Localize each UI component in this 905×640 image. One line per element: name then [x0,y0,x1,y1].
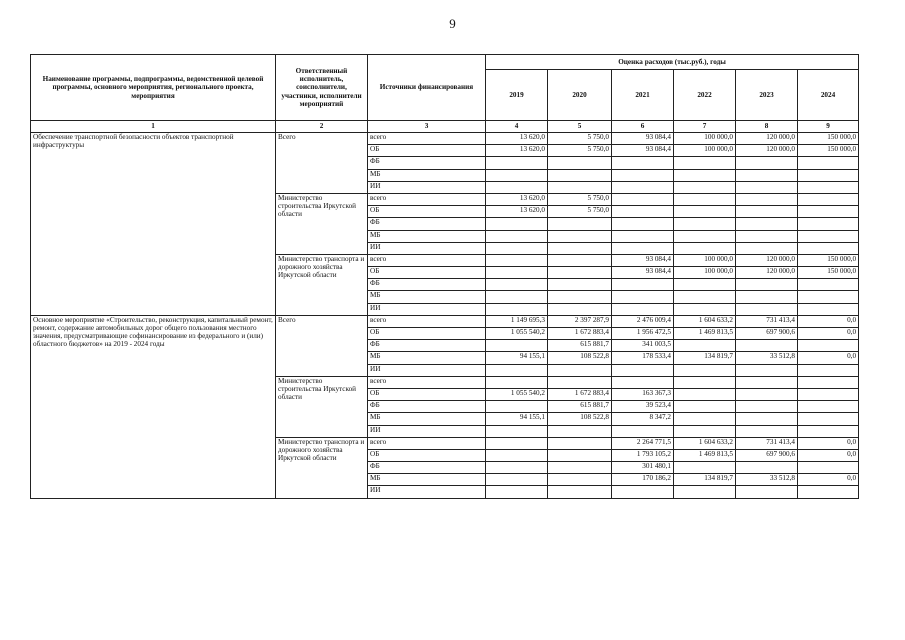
amount-cell [486,291,548,303]
header-year: 2019 [486,70,548,121]
amount-cell [674,279,736,291]
amount-cell [548,303,612,315]
amount-cell [674,376,736,388]
funding-source-cell: ОБ [368,449,486,461]
amount-cell [486,303,548,315]
amount-cell [798,206,859,218]
amount-cell: 13 620,0 [486,206,548,218]
amount-cell [548,376,612,388]
amount-cell: 1 672 883,4 [548,388,612,400]
amount-cell [486,254,548,266]
amount-cell [612,218,674,230]
amount-cell [486,425,548,437]
amount-cell: 731 413,4 [736,315,798,327]
amount-cell: 1 956 472,5 [612,328,674,340]
amount-cell: 0,0 [798,449,859,461]
amount-cell [548,169,612,181]
funding-source-cell: всего [368,254,486,266]
amount-cell [798,157,859,169]
page-number: 9 [449,16,456,31]
amount-cell [674,413,736,425]
funding-source-cell: ИИ [368,486,486,498]
amount-cell [548,267,612,279]
amount-cell [736,181,798,193]
amount-cell [798,181,859,193]
amount-cell: 1 469 813,5 [674,328,736,340]
amount-cell [486,364,548,376]
amount-cell [486,279,548,291]
amount-cell [612,425,674,437]
amount-cell [798,364,859,376]
amount-cell [612,242,674,254]
amount-cell: 33 512,8 [736,352,798,364]
amount-cell: 615 881,7 [548,401,612,413]
funding-source-cell: МБ [368,230,486,242]
amount-cell [612,279,674,291]
funding-source-cell: ИИ [368,181,486,193]
amount-cell: 731 413,4 [736,437,798,449]
amount-cell [674,486,736,498]
amount-cell [674,169,736,181]
amount-cell [798,340,859,352]
amount-cell: 120 000,0 [736,254,798,266]
amount-cell: 0,0 [798,474,859,486]
amount-cell [736,462,798,474]
funding-source-cell: ОБ [368,328,486,340]
amount-cell [612,230,674,242]
header-year: 2024 [798,70,859,121]
amount-cell [736,242,798,254]
amount-cell [612,364,674,376]
amount-cell [736,413,798,425]
amount-cell: 120 000,0 [736,133,798,145]
amount-cell [674,388,736,400]
amount-cell [548,242,612,254]
amount-cell: 13 620,0 [486,133,548,145]
amount-cell: 100 000,0 [674,133,736,145]
amount-cell [736,303,798,315]
amount-cell [486,242,548,254]
amount-cell [674,242,736,254]
amount-cell [548,486,612,498]
amount-cell [548,462,612,474]
amount-cell [674,462,736,474]
amount-cell [736,193,798,205]
amount-cell [612,303,674,315]
amount-cell [736,340,798,352]
amount-cell [612,193,674,205]
amount-cell [612,376,674,388]
amount-cell: 150 000,0 [798,267,859,279]
amount-cell [612,486,674,498]
funding-source-cell: ФБ [368,462,486,474]
executor-cell: Министерство строительства Иркутской области [276,376,368,437]
header-costs: Оценка расходов (тыс.руб.), годы [486,55,859,70]
amount-cell [548,157,612,169]
amount-cell [674,157,736,169]
amount-cell [548,230,612,242]
amount-cell: 5 750,0 [548,133,612,145]
funding-source-cell: всего [368,437,486,449]
amount-cell: 94 155,1 [486,413,548,425]
amount-cell [798,303,859,315]
funding-source-cell: МБ [368,474,486,486]
amount-cell [486,486,548,498]
amount-cell: 1 149 695,3 [486,315,548,327]
amount-cell [674,364,736,376]
amount-cell: 2 397 287,9 [548,315,612,327]
amount-cell [736,157,798,169]
amount-cell: 93 084,4 [612,267,674,279]
amount-cell [674,206,736,218]
amount-cell [798,486,859,498]
amount-cell [548,181,612,193]
amount-cell: 108 522,8 [548,352,612,364]
amount-cell: 1 672 883,4 [548,328,612,340]
measure-name: Обеспечение транспортной безопасности объектов транспортной инфраструктуры [31,133,276,316]
amount-cell: 1 055 540,2 [486,388,548,400]
amount-cell [612,157,674,169]
amount-cell [486,376,548,388]
amount-cell: 39 523,4 [612,401,674,413]
amount-cell: 1 469 813,5 [674,449,736,461]
header-executor: Ответственный исполнитель, соисполнители, участники, исполнители мероприятий [276,55,368,121]
amount-cell [548,449,612,461]
funding-source-cell: всего [368,193,486,205]
funding-source-cell: ФБ [368,157,486,169]
amount-cell [798,413,859,425]
amount-cell [736,169,798,181]
amount-cell [736,279,798,291]
amount-cell [736,364,798,376]
amount-cell: 94 155,1 [486,352,548,364]
funding-source-cell: ИИ [368,242,486,254]
executor-cell: Всего [276,133,368,194]
amount-cell: 1 604 633,2 [674,437,736,449]
table-row [31,315,859,327]
amount-cell [798,425,859,437]
amount-cell [612,169,674,181]
funding-source-cell: всего [368,133,486,145]
amount-cell [798,230,859,242]
amount-cell [798,169,859,181]
funding-source-cell: всего [368,315,486,327]
amount-cell [486,218,548,230]
amount-cell [486,437,548,449]
amount-cell: 1 793 105,2 [612,449,674,461]
measure-name: Основное мероприятие «Строительство, реконструкция, капитальный ремонт, ремонт, содержание автомобильных дорог общего пользования местного значения, предусматривающие софинансирование из федерального и (или) областного бюджетов» на 2019 - 2024 годы [31,315,276,498]
header-source: Источники финансирования [368,55,486,121]
amount-cell: 301 480,1 [612,462,674,474]
funding-source-cell: ОБ [368,388,486,400]
funding-source-cell: ОБ [368,206,486,218]
amount-cell [674,218,736,230]
column-number: 2 [276,121,368,133]
amount-cell [674,230,736,242]
column-number: 5 [548,121,612,133]
funding-source-cell: МБ [368,169,486,181]
amount-cell [674,401,736,413]
header-year: 2023 [736,70,798,121]
amount-cell: 93 084,4 [612,133,674,145]
funding-source-cell: ИИ [368,303,486,315]
amount-cell: 150 000,0 [798,254,859,266]
amount-cell: 1 055 540,2 [486,328,548,340]
header-year: 2020 [548,70,612,121]
amount-cell [674,181,736,193]
amount-cell: 697 900,6 [736,328,798,340]
table-row [31,133,859,145]
executor-cell: Всего [276,315,368,376]
amount-cell [798,242,859,254]
amount-cell: 0,0 [798,315,859,327]
amount-cell: 100 000,0 [674,254,736,266]
amount-cell [548,218,612,230]
amount-cell [612,181,674,193]
amount-cell: 93 084,4 [612,145,674,157]
amount-cell [548,474,612,486]
amount-cell: 100 000,0 [674,145,736,157]
executor-cell: Министерство строительства Иркутской области [276,193,368,254]
funding-source-cell: ФБ [368,401,486,413]
amount-cell [736,388,798,400]
executor-cell: Министерство транспорта и дорожного хозяйства Иркутской области [276,254,368,315]
column-number: 9 [798,121,859,133]
amount-cell [486,340,548,352]
amount-cell: 2 476 009,4 [612,315,674,327]
amount-cell [486,462,548,474]
funding-source-cell: ФБ [368,218,486,230]
column-number: 3 [368,121,486,133]
amount-cell [486,230,548,242]
header-name: Наименование программы, подпрограммы, ведомственной целевой программы, основного мероприятия, регионального проекта, мероприятия [31,55,276,121]
amount-cell: 150 000,0 [798,145,859,157]
amount-cell [736,486,798,498]
funding-source-cell: ФБ [368,279,486,291]
amount-cell: 1 604 633,2 [674,315,736,327]
amount-cell: 120 000,0 [736,145,798,157]
amount-cell [674,303,736,315]
column-number: 8 [736,121,798,133]
amount-cell [486,267,548,279]
amount-cell: 170 186,2 [612,474,674,486]
column-number: 1 [31,121,276,133]
amount-cell [736,401,798,413]
amount-cell: 8 347,2 [612,413,674,425]
amount-cell [486,181,548,193]
amount-cell [798,401,859,413]
funding-source-cell: ИИ [368,425,486,437]
amount-cell: 134 819,7 [674,474,736,486]
amount-cell: 0,0 [798,352,859,364]
funding-source-cell: всего [368,376,486,388]
amount-cell [548,437,612,449]
amount-cell [798,218,859,230]
amount-cell: 93 084,4 [612,254,674,266]
amount-cell [548,425,612,437]
funding-source-cell: ИИ [368,364,486,376]
amount-cell: 5 750,0 [548,145,612,157]
amount-cell: 697 900,6 [736,449,798,461]
amount-cell: 5 750,0 [548,206,612,218]
amount-cell: 108 522,8 [548,413,612,425]
amount-cell [548,364,612,376]
budget-table [30,54,859,499]
amount-cell: 2 264 771,5 [612,437,674,449]
amount-cell [798,279,859,291]
amount-cell [798,291,859,303]
amount-cell [612,291,674,303]
executor-cell: Министерство транспорта и дорожного хозяйства Иркутской области [276,437,368,498]
amount-cell: 134 819,7 [674,352,736,364]
funding-source-cell: ФБ [368,340,486,352]
amount-cell [486,474,548,486]
amount-cell [798,462,859,474]
amount-cell [612,206,674,218]
amount-cell: 341 003,5 [612,340,674,352]
funding-source-cell: МБ [368,413,486,425]
amount-cell [486,449,548,461]
amount-cell: 150 000,0 [798,133,859,145]
column-number: 4 [486,121,548,133]
amount-cell: 100 000,0 [674,267,736,279]
amount-cell [486,169,548,181]
amount-cell [736,206,798,218]
amount-cell [798,376,859,388]
amount-cell [548,291,612,303]
amount-cell [674,340,736,352]
amount-cell [486,157,548,169]
amount-cell [548,279,612,291]
funding-source-cell: ОБ [368,267,486,279]
amount-cell [674,193,736,205]
funding-source-cell: МБ [368,352,486,364]
amount-cell: 163 367,3 [612,388,674,400]
amount-cell: 5 750,0 [548,193,612,205]
amount-cell [736,376,798,388]
amount-cell: 33 512,8 [736,474,798,486]
amount-cell [674,425,736,437]
amount-cell: 120 000,0 [736,267,798,279]
amount-cell: 178 533,4 [612,352,674,364]
amount-cell [736,230,798,242]
column-number: 7 [674,121,736,133]
amount-cell: 13 620,0 [486,145,548,157]
amount-cell: 13 620,0 [486,193,548,205]
amount-cell [736,218,798,230]
funding-source-cell: ОБ [368,145,486,157]
funding-source-cell: МБ [368,291,486,303]
amount-cell [548,254,612,266]
amount-cell [736,291,798,303]
header-year: 2022 [674,70,736,121]
amount-cell [798,388,859,400]
amount-cell [736,425,798,437]
amount-cell: 0,0 [798,437,859,449]
amount-cell: 615 881,7 [548,340,612,352]
amount-cell [798,193,859,205]
column-number: 6 [612,121,674,133]
amount-cell [674,291,736,303]
header-year: 2021 [612,70,674,121]
amount-cell [486,401,548,413]
amount-cell: 0,0 [798,328,859,340]
